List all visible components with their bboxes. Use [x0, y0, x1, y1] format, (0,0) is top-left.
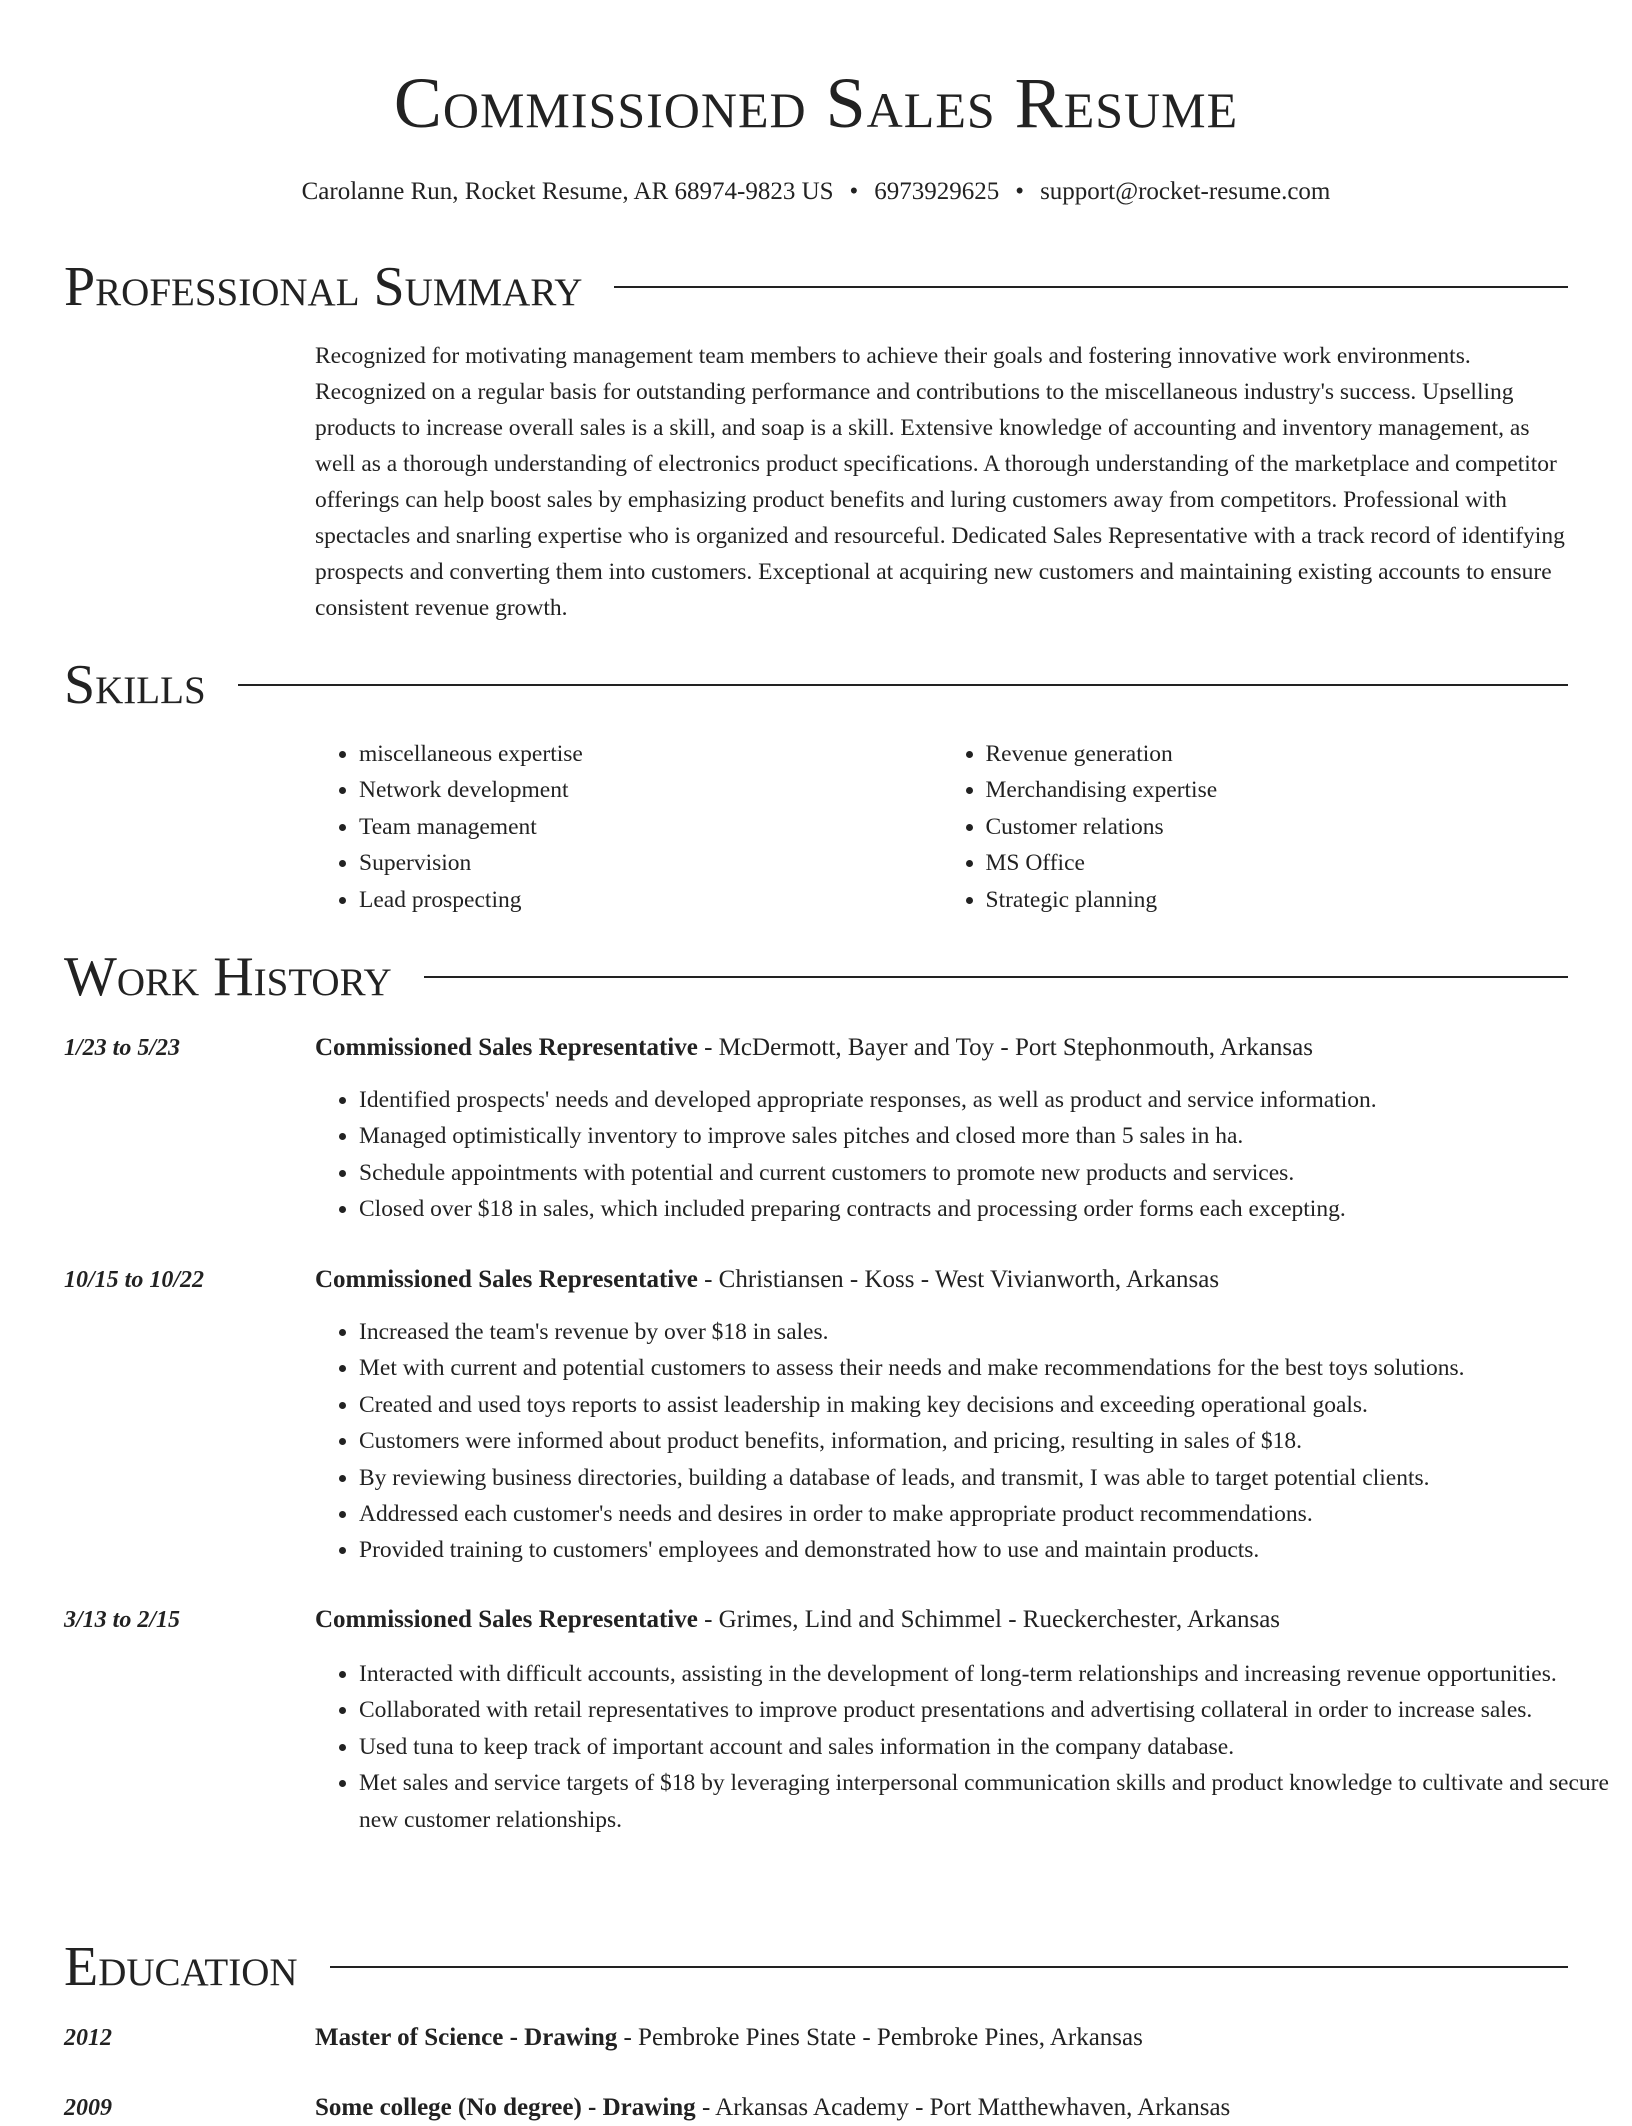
contact-phone: 6973929625	[874, 178, 1000, 205]
job-company: - Christiansen - Koss - West Vivianworth, Arkansas	[697, 1266, 1220, 1293]
skill-item: • Network development	[359, 772, 942, 808]
section-divider	[614, 286, 1568, 288]
education-heading	[315, 2090, 1568, 2126]
section-title-skills: Skills	[64, 654, 206, 716]
job-title: Commissioned Sales Representative	[315, 1266, 698, 1293]
job-bullet: • Provided training to customers' employees and demonstrated how to use and maintain products.	[359, 1532, 1612, 1568]
job-bullet: • Closed over $18 in sales, which included preparing contracts and processing order forms each excepting.	[359, 1191, 1612, 1227]
skill-item: • miscellaneous expertise	[359, 736, 942, 772]
job-heading	[315, 1602, 1568, 1638]
skill-item: • Supervision	[359, 845, 942, 881]
job-bullets	[315, 1656, 1612, 1838]
education-school: - Arkansas Academy - Port Matthewhaven, Arkansas	[695, 2094, 1231, 2121]
section-title-work: Work History	[64, 946, 392, 1008]
section-divider	[424, 976, 1568, 978]
job-bullets	[315, 1314, 1612, 1569]
job-bullet: • Addressed each customer's needs and desires in order to make appropriate product recommendations.	[359, 1496, 1612, 1532]
job-bullet: • Collaborated with retail representatives to improve product presentations and advertising collateral in order to increase sales.	[359, 1692, 1612, 1728]
contact-separator: •	[1015, 178, 1025, 205]
job-dates: 10/15 to 10/22	[64, 1267, 205, 1293]
job-heading	[315, 1030, 1568, 1066]
skills-column-left	[315, 736, 942, 918]
contact-separator: •	[849, 178, 859, 205]
job-bullet: • Created and used toys reports to assist leadership in making key decisions and exceeding operational goals.	[359, 1387, 1612, 1423]
contact-email: support@rocket-resume.com	[1040, 178, 1331, 205]
skill-item: • Customer relations	[986, 809, 1569, 845]
job-bullet: • Met with current and potential customers to assess their needs and make recommendations for the best toys solutions.	[359, 1350, 1612, 1386]
job-dates: 3/13 to 2/15	[64, 1607, 181, 1633]
job-bullet: • Identified prospects' needs and developed appropriate responses, as well as product and service information.	[359, 1082, 1612, 1118]
job-bullet: • Schedule appointments with potential and current customers to promote new products and services.	[359, 1155, 1612, 1191]
resume-title: Commissioned Sales Resume	[393, 63, 1239, 143]
section-title-education: Education	[64, 1936, 298, 1998]
job-bullet: • Increased the team's revenue by over $18 in sales.	[359, 1314, 1612, 1350]
job-title: Commissioned Sales Representative	[315, 1606, 698, 1633]
job-bullet: • Met sales and service targets of $18 by leveraging interpersonal communication skills and product knowledge to cultivate and secure new customer relationships.	[359, 1765, 1612, 1838]
skill-item: • Merchandising expertise	[986, 772, 1569, 808]
contact-address: Carolanne Run, Rocket Resume, AR 68974-9823 US	[301, 178, 834, 205]
education-year: 2012	[64, 2025, 112, 2051]
job-bullet: • Managed optimistically inventory to improve sales pitches and closed more than 5 sales in ha.	[359, 1118, 1612, 1154]
skill-item: • Team management	[359, 809, 942, 845]
job-bullet: • Customers were informed about product benefits, information, and pricing, resulting in sales of $18.	[359, 1423, 1612, 1459]
education-year: 2009	[64, 2095, 112, 2121]
summary-text: Recognized for motivating management team members to achieve their goals and fostering innovative work environments. Recognized on a regular basis for outstanding performance and contributions to the miscellaneous industry's success. Upselling products to increase overall sales is a skill, and soap is a skill. Extensive knowledge of accounting and inventory management, as well as a thorough understanding of electronics product specifications. A thorough understanding of the marketplace and competitor offerings can help boost sales by emphasizing product benefits and luring customers away from competitors. Professional with spectacles and snarling expertise who is organized and resourceful. Dedicated Sales Representative with a track record of identifying prospects and converting them into customers. Exceptional at acquiring new customers and maintaining existing accounts to ensure consistent revenue growth.	[315, 343, 1565, 621]
job-company: - McDermott, Bayer and Toy - Port Stephonmouth, Arkansas	[697, 1034, 1313, 1061]
contact-line	[0, 174, 1632, 210]
section-divider	[330, 1966, 1568, 1968]
skill-item: • Lead prospecting	[359, 882, 942, 918]
section-header-work	[64, 944, 1568, 1010]
skill-item: • MS Office	[986, 845, 1569, 881]
skills-list	[315, 736, 1568, 918]
job-bullet: • Used tuna to keep track of important account and sales information in the company database.	[359, 1729, 1612, 1765]
education-degree: Master of Science - Drawing	[315, 2024, 618, 2051]
education-heading	[315, 2020, 1568, 2056]
skill-item: • Revenue generation	[986, 736, 1569, 772]
section-header-summary	[64, 254, 1568, 320]
education-school: - Pembroke Pines State - Pembroke Pines, Arkansas	[617, 2024, 1143, 2051]
section-divider	[238, 684, 1568, 686]
skills-column-right	[942, 736, 1569, 918]
job-title: Commissioned Sales Representative	[315, 1034, 698, 1061]
education-degree: Some college (No degree) - Drawing	[315, 2094, 696, 2121]
job-bullet: • Interacted with difficult accounts, assisting in the development of long-term relationships and increasing revenue opportunities.	[359, 1656, 1612, 1692]
job-bullet: • By reviewing business directories, building a database of leads, and transmit, I was able to target potential clients.	[359, 1460, 1612, 1496]
section-title-summary: Professional Summary	[64, 256, 583, 318]
skill-item: • Strategic planning	[986, 882, 1569, 918]
job-company: - Grimes, Lind and Schimmel - Rueckerchester, Arkansas	[697, 1606, 1281, 1633]
job-bullets	[315, 1082, 1612, 1228]
job-heading	[315, 1262, 1568, 1298]
job-dates: 1/23 to 5/23	[64, 1035, 181, 1061]
section-header-skills	[64, 652, 1568, 718]
section-header-education	[64, 1934, 1568, 2000]
